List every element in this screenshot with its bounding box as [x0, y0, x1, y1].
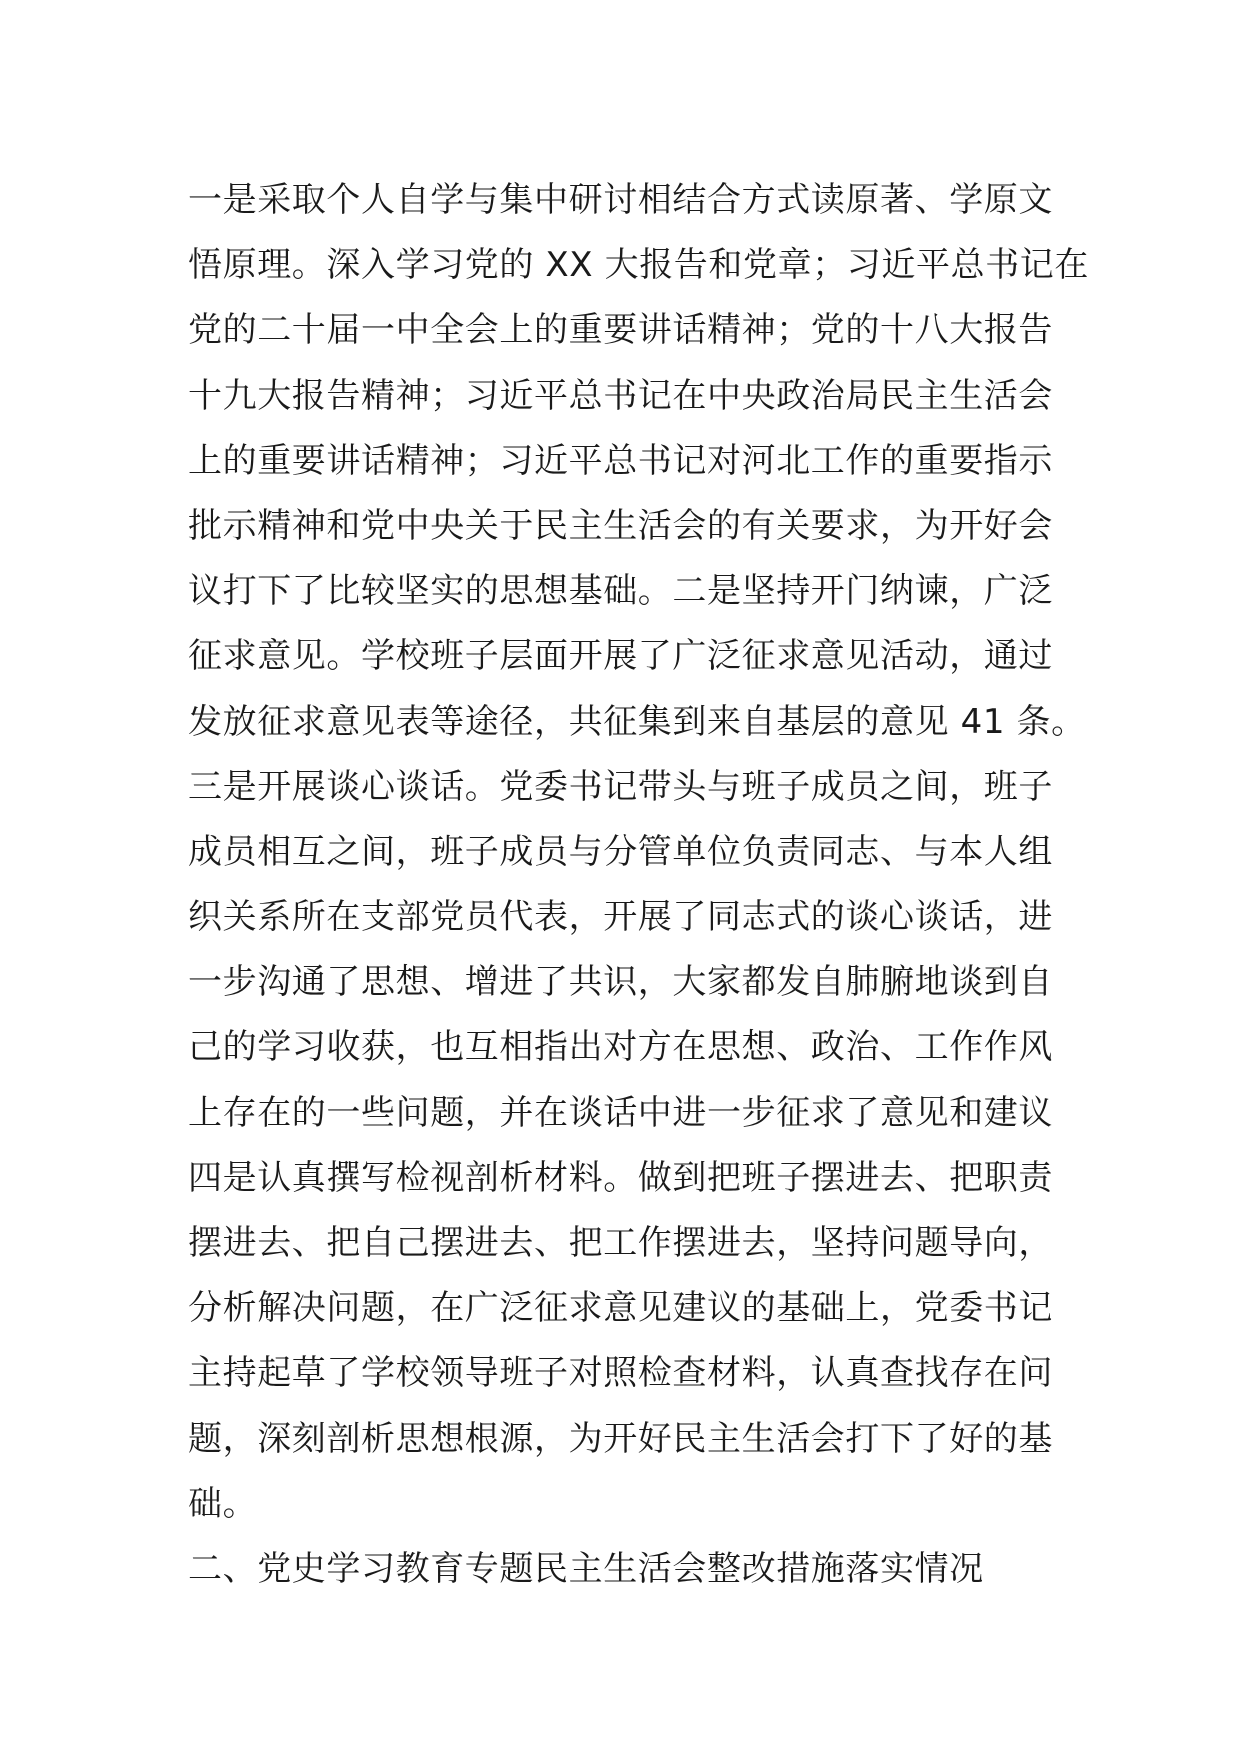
body-line: 分析解决问题，在广泛征求意见建议的基础上，党委书记	[188, 1288, 1053, 1329]
body-line: 三是开展谈心谈话。党委书记带头与班子成员之间，班子	[188, 766, 1053, 807]
body-line: 主持起草了学校领导班子对照检查材料，认真查找存在问	[188, 1353, 1053, 1394]
body-line: 织关系所在支部党员代表，开展了同志式的谈心谈话，进	[188, 897, 1053, 938]
section-heading: 二、党史学习教育专题民主生活会整改措施落实情况	[188, 1548, 984, 1589]
body-line: 题，深刻剖析思想根源，为开好民主生活会打下了好的基	[188, 1418, 1053, 1459]
body-line: 础。	[188, 1483, 258, 1524]
body-line: 摆进去、把自己摆进去、把工作摆进去，坚持问题导向，	[188, 1223, 1053, 1263]
body-line: 上存在的一些问题，并在谈话中进一步征求了意见和建议	[188, 1092, 1053, 1133]
document-body	[188, 168, 1089, 1602]
body-line: 成员相互之间，班子成员与分管单位负责同志、与本人组	[188, 831, 1053, 872]
body-line: 己的学习收获，也互相指出对方在思想、政治、工作作风	[188, 1027, 1053, 1068]
body-line: 议打下了比较坚实的思想基础。二是坚持开门纳谏，广泛	[188, 571, 1053, 612]
body-line: 十九大报告精神；习近平总书记在中央政治局民主生活会	[188, 375, 1053, 416]
body-line: 悟原理。深入学习党的 XX 大报告和党章；习近平总书记在	[188, 245, 1089, 286]
body-line: 征求意见。学校班子层面开展了广泛征求意见活动，通过	[188, 636, 1053, 677]
body-line: 四是认真撰写检视剖析材料。做到把班子摆进去、把职责	[188, 1157, 1053, 1198]
body-line: 一步沟通了思想、增进了共识，大家都发自肺腑地谈到自	[188, 962, 1053, 1003]
body-line: 上的重要讲话精神；习近平总书记对河北工作的重要指示	[188, 440, 1053, 481]
body-line: 批示精神和党中央关于民主生活会的有关要求，为开好会	[188, 505, 1053, 546]
body-line: 一是采取个人自学与集中研讨相结合方式读原著、学原文	[188, 180, 1053, 220]
body-line: 党的二十届一中全会上的重要讲话精神；党的十八大报告	[188, 310, 1053, 351]
body-line: 发放征求意见表等途径，共征集到来自基层的意见 41 条。	[188, 701, 1086, 742]
